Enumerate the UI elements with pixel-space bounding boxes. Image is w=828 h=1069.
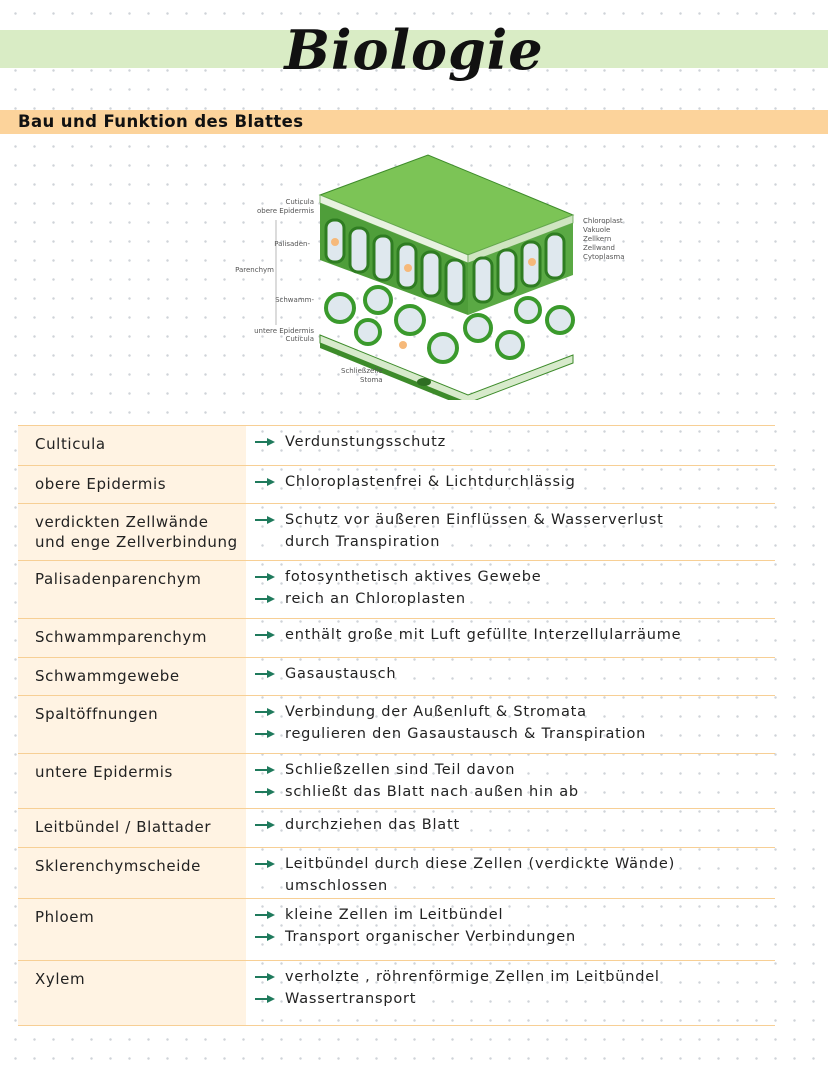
term-cell bbox=[18, 899, 246, 961]
arrow-right-icon bbox=[255, 787, 275, 797]
label-schwamm: Schwamm- bbox=[275, 296, 314, 304]
table-row bbox=[18, 425, 775, 466]
description-cell bbox=[255, 967, 765, 1011]
arrow-right-icon bbox=[255, 859, 275, 869]
table-row bbox=[18, 657, 775, 696]
arrow-right-icon bbox=[255, 972, 275, 982]
table-row bbox=[18, 898, 775, 961]
description-text: regulieren den Gasaustausch & Transpiration bbox=[285, 726, 647, 742]
description-text: Verdunstungsschutz bbox=[285, 434, 446, 450]
term-label: und enge Zellverbindung bbox=[35, 533, 238, 551]
table-row bbox=[18, 465, 775, 504]
table-row bbox=[18, 960, 775, 1026]
label-palisaden: Palisaden- bbox=[274, 240, 310, 248]
table-row bbox=[18, 753, 775, 809]
description-line bbox=[255, 760, 765, 782]
table-row bbox=[18, 618, 775, 658]
description-cell bbox=[255, 815, 765, 837]
description-cell bbox=[255, 625, 765, 647]
description-line bbox=[255, 905, 765, 927]
arrow-right-icon bbox=[255, 707, 275, 717]
description-cell bbox=[255, 905, 765, 949]
description-text: umschlossen bbox=[285, 878, 388, 894]
description-line bbox=[255, 472, 765, 494]
table-row bbox=[18, 503, 775, 561]
arrow-right-icon bbox=[255, 910, 275, 920]
description-cell bbox=[255, 664, 765, 686]
arrow-right-icon bbox=[255, 994, 275, 1004]
description-line bbox=[255, 567, 765, 589]
description-line bbox=[255, 702, 765, 724]
term-cell bbox=[18, 848, 246, 899]
description-cell bbox=[255, 567, 765, 611]
term-label: Leitbündel / Blattader bbox=[35, 818, 212, 836]
term-label: Culticula bbox=[35, 435, 106, 453]
page-title: Biologie bbox=[284, 18, 544, 82]
term-label: Schwammgewebe bbox=[35, 667, 180, 685]
table-row bbox=[18, 695, 775, 754]
description-text: Schutz vor äußeren Einflüssen & Wasserverlust bbox=[285, 512, 664, 528]
label-obere-epidermis: obere Epidermis bbox=[256, 207, 314, 215]
term-cell bbox=[18, 961, 246, 1026]
table-row bbox=[18, 808, 775, 848]
arrow-right-icon bbox=[255, 437, 275, 447]
description-line bbox=[255, 927, 765, 949]
description-text: Transport organischer Verbindungen bbox=[285, 929, 576, 945]
arrow-right-icon bbox=[255, 765, 275, 775]
label-stoma: Stoma bbox=[360, 376, 383, 384]
description-text: schließt das Blatt nach außen hin ab bbox=[285, 784, 579, 800]
label-parenchym: Parenchym bbox=[235, 266, 274, 274]
description-line bbox=[255, 876, 765, 898]
table-bottom-border bbox=[18, 1025, 775, 1026]
description-cell bbox=[255, 510, 765, 554]
term-cell bbox=[18, 619, 246, 658]
description-text: durch Transpiration bbox=[285, 534, 441, 550]
term-cell bbox=[18, 696, 246, 754]
description-line bbox=[255, 854, 765, 876]
description-cell bbox=[255, 854, 765, 898]
label-zellkern: Zellkern bbox=[583, 235, 612, 243]
term-cell bbox=[18, 504, 246, 561]
description-text: Wassertransport bbox=[285, 991, 417, 1007]
term-cell bbox=[18, 754, 246, 809]
description-text: kleine Zellen im Leitbündel bbox=[285, 907, 504, 923]
description-line bbox=[255, 989, 765, 1011]
description-text: reich an Chloroplasten bbox=[285, 591, 466, 607]
description-line bbox=[255, 664, 765, 686]
description-line bbox=[255, 815, 765, 837]
arrow-right-icon bbox=[255, 515, 275, 525]
description-text: durchziehen das Blatt bbox=[285, 817, 460, 833]
label-zellwand: Zellwand bbox=[583, 244, 615, 252]
table-row bbox=[18, 847, 775, 899]
description-text: verholzte , röhrenförmige Zellen im Leitbündel bbox=[285, 969, 660, 985]
term-label: untere Epidermis bbox=[35, 763, 173, 781]
arrow-right-icon bbox=[255, 572, 275, 582]
label-vakuole: Vakuole bbox=[583, 226, 611, 234]
leaf-cross-section-diagram bbox=[228, 150, 638, 400]
description-line bbox=[255, 967, 765, 989]
description-line bbox=[255, 432, 765, 454]
arrow-right-icon bbox=[255, 669, 275, 679]
description-line bbox=[255, 510, 765, 532]
term-cell bbox=[18, 466, 246, 504]
term-label: Xylem bbox=[35, 970, 86, 988]
table-row bbox=[18, 560, 775, 619]
description-text: Verbindung der Außenluft & Stromata bbox=[285, 704, 587, 720]
term-label: Phloem bbox=[35, 908, 95, 926]
label-cuticula-top: Cuticula bbox=[285, 198, 314, 206]
description-cell bbox=[255, 472, 765, 494]
term-cell bbox=[18, 809, 246, 848]
label-chloroplast: Chloroplast bbox=[583, 217, 623, 225]
description-line bbox=[255, 782, 765, 804]
arrow-right-icon bbox=[255, 477, 275, 487]
description-line bbox=[255, 724, 765, 746]
description-cell bbox=[255, 760, 765, 804]
label-schliesszelle: Schließzelle bbox=[341, 367, 383, 375]
arrow-right-icon bbox=[255, 932, 275, 942]
description-text: Chloroplastenfrei & Lichtdurchlässig bbox=[285, 474, 576, 490]
description-line bbox=[255, 532, 765, 554]
description-cell bbox=[255, 702, 765, 746]
term-cell bbox=[18, 426, 246, 466]
description-line bbox=[255, 589, 765, 611]
term-cell bbox=[18, 561, 246, 619]
term-label: obere Epidermis bbox=[35, 475, 167, 493]
term-label: verdickten Zellwände bbox=[35, 513, 209, 531]
description-cell bbox=[255, 432, 765, 454]
arrow-right-icon bbox=[255, 820, 275, 830]
description-text: enthält große mit Luft gefüllte Interzellularräume bbox=[285, 627, 682, 643]
label-cuticula-bottom: Cuticula bbox=[285, 335, 314, 343]
term-label: Schwammparenchym bbox=[35, 628, 208, 646]
description-text: Gasaustausch bbox=[285, 666, 397, 682]
description-text: Schließzellen sind Teil davon bbox=[285, 762, 516, 778]
section-heading: Bau und Funktion des Blattes bbox=[18, 112, 304, 131]
arrow-right-icon bbox=[255, 594, 275, 604]
description-line bbox=[255, 625, 765, 647]
term-label: Palisadenparenchym bbox=[35, 570, 202, 588]
arrow-right-icon bbox=[255, 729, 275, 739]
description-text: fotosynthetisch aktives Gewebe bbox=[285, 569, 542, 585]
label-untere-epidermis: untere Epidermis bbox=[254, 327, 314, 335]
description-text: Leitbündel durch diese Zellen (verdickte Wände) bbox=[285, 856, 676, 872]
arrow-right-icon bbox=[255, 630, 275, 640]
term-label: Sklerenchymscheide bbox=[35, 857, 201, 875]
label-cytoplasma: Cytoplasma bbox=[583, 253, 625, 261]
term-label: Spaltöffnungen bbox=[35, 705, 159, 723]
term-cell bbox=[18, 658, 246, 696]
